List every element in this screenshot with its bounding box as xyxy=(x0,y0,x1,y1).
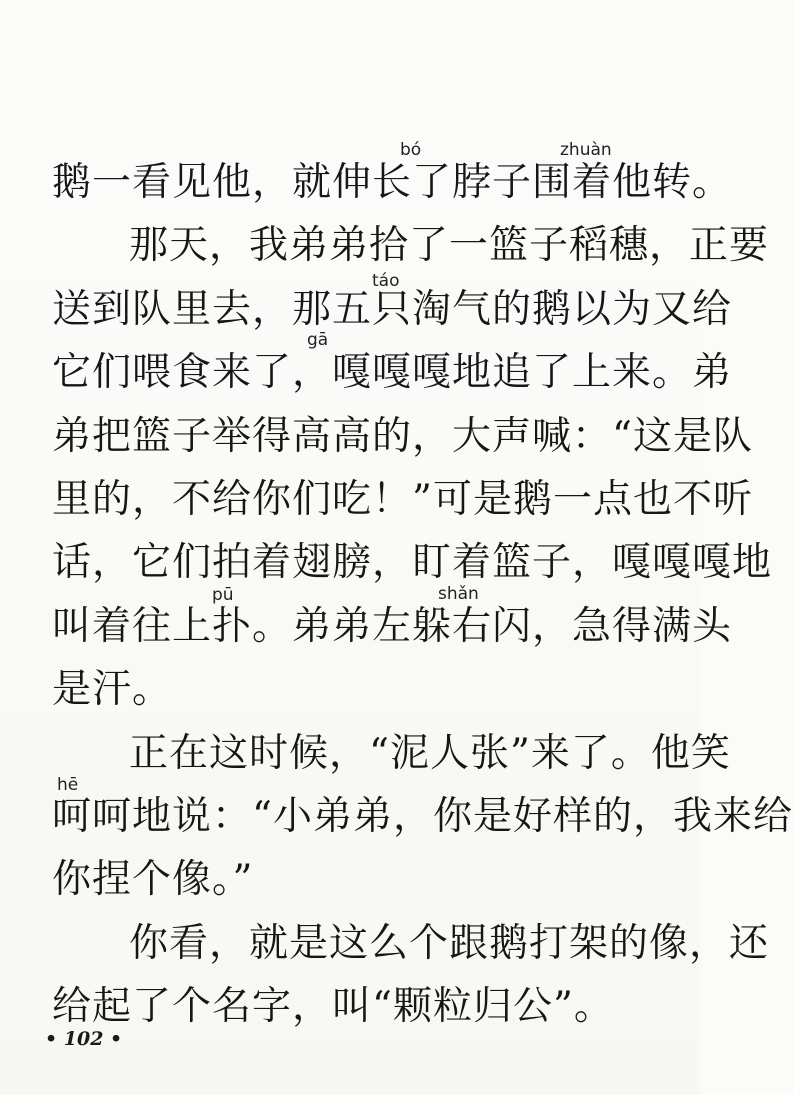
text-line-9: 是汗。 xyxy=(52,667,173,712)
pinyin-tao: táo xyxy=(372,271,400,291)
text-line-3: 送到队里去，那五只淘气的鹅以为又给 xyxy=(52,287,733,332)
pinyin-bo: bó xyxy=(400,140,422,160)
text-line-7: 话，它们拍着翅膀，盯着篮子，嘎嘎嘎地 xyxy=(52,540,773,585)
text-line-5: 弟把篮子举得高高的，大声喊：“这是队 xyxy=(52,414,753,459)
text-line-10: 正在这时候，“泥人张”来了。他笑 xyxy=(129,731,731,776)
text-line-2: 那天，我弟弟拾了一篮子稻穗，正要 xyxy=(129,223,770,268)
text-line-14: 给起了个名字，叫“颗粒归公”。 xyxy=(52,984,614,1029)
pinyin-pu: pū xyxy=(212,585,234,605)
pinyin-ga: gā xyxy=(307,330,329,350)
text-line-11: 呵呵地说：“小弟弟，你是好样的，我来给 xyxy=(52,794,793,839)
text-line-8: 叫着往上扑。弟弟左躲右闪，急得满头 xyxy=(52,604,733,649)
text-line-6: 里的，不给你们吃！”可是鹅一点也不听 xyxy=(52,477,753,522)
text-line-4: 它们喂食来了，嘎嘎嘎地追了上来。弟 xyxy=(52,350,733,395)
pinyin-he: hē xyxy=(57,775,79,795)
pinyin-shan: shǎn xyxy=(438,584,479,604)
text-line-12: 你捏个像。” xyxy=(52,857,254,902)
pinyin-zhuan: zhuàn xyxy=(560,140,612,160)
text-line-13: 你看，就是这么个跟鹅打架的像，还 xyxy=(129,921,770,966)
page-number: • 102 • xyxy=(45,1028,123,1050)
text-line-1: 鹅一看见他，就伸长了脖子围着他转。 xyxy=(52,160,733,205)
